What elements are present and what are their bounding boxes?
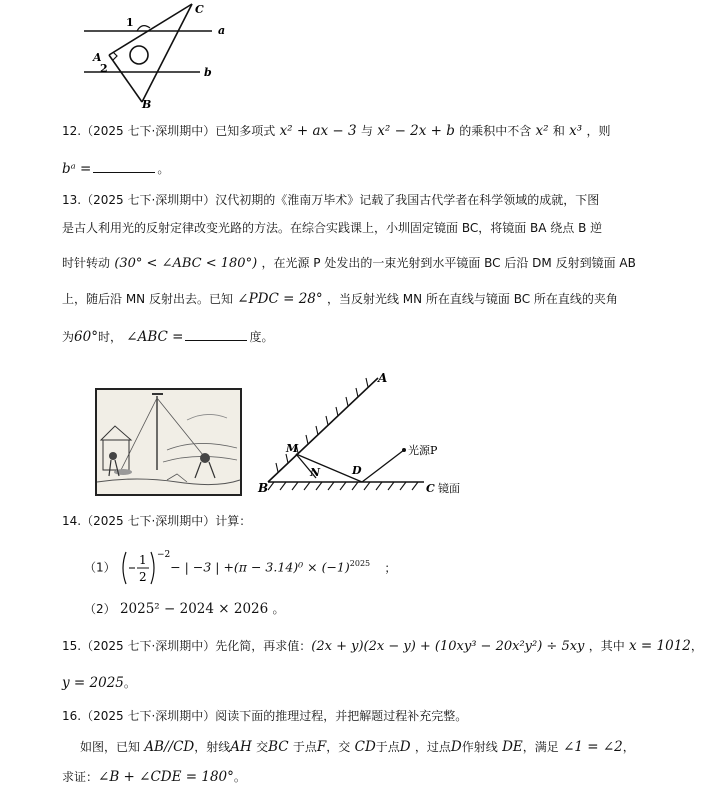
q15-line1: 15.（2025 七下·深圳期中）先化简，再求值：(2x + y)(2x − y) + (10xy³ − 20x²y²) ÷ 5xy ，其中 x = 1012， <box>62 638 703 654</box>
q16-line2: 如图，已知 AB//CD，射线AH 交BC 于点F，交 CD于点D ，过点D作射线 DE，满足 ∠1 = ∠2， <box>80 739 635 755</box>
ray-pd <box>362 450 404 482</box>
q16-title: 16.（2025 七下·深圳期中）阅读下面的推理过程，并把解题过程补充完整。 <box>62 709 468 723</box>
right-angle-mark <box>113 52 117 60</box>
label-N: N <box>310 466 321 479</box>
light-source-point <box>402 448 406 452</box>
label-2: 2 <box>100 62 108 75</box>
mirror-ba-hatch <box>276 378 368 472</box>
q16-line3: 求证：∠B + ∠CDE = 180°。 <box>62 769 246 785</box>
label-a-line: a <box>218 24 226 37</box>
mirror-bc-hatch <box>268 482 418 490</box>
label-B: B <box>142 98 152 111</box>
illustration-drawing <box>97 390 240 494</box>
q13-line2: 是古人利用光的反射定律改变光路的方法。在综合实践课上，小圳固定镜面 BC，将镜面 BA 绕点 B 逆 <box>62 221 603 235</box>
q15-line2: y = 2025。 <box>62 675 136 691</box>
mirror-reflection-figure <box>252 368 472 498</box>
triangle-side-ab <box>109 55 142 102</box>
label-D: D <box>352 464 362 477</box>
q12-answer: bᵃ = 。 <box>62 161 170 177</box>
q13-line1: 13.（2025 七下·深圳期中）汉代初期的《淮南万毕术》记载了我国古代学者在科学领域的成就，下图 <box>62 193 600 207</box>
label-1: 1 <box>126 16 134 29</box>
answer-blank <box>93 160 155 173</box>
label-A: A <box>93 51 102 64</box>
q14-title: 14.（2025 七下·深圳期中）计算： <box>62 514 252 528</box>
label-b-line: b <box>204 66 212 79</box>
label-mirror: 镜面 <box>438 482 460 495</box>
parallel-lines-figure <box>80 0 230 110</box>
q14-part2: （2） 2025² − 2024 × 2026 。 <box>84 601 285 617</box>
label-C: C <box>426 482 435 495</box>
label-A: A <box>378 371 388 385</box>
ancient-mirror-illustration <box>95 388 242 496</box>
q13-line5: 为60°时， ∠ABC = 度。 <box>62 329 274 345</box>
frac-numerator: 1 <box>138 553 147 567</box>
label-c: C <box>195 3 204 16</box>
answer-blank <box>185 328 247 341</box>
q13-line4: 上，随后沿 MN 反射出去。已知 ∠PDC = 28° ，当反射光线 MN 所在直线与镜面 BC 所在直线的夹角 <box>62 291 618 307</box>
label-M: M <box>286 442 299 455</box>
triangle-hole <box>130 46 148 64</box>
frac-denominator: 2 <box>138 570 147 584</box>
label-P: 光源P <box>408 444 438 457</box>
label-B: B <box>258 481 269 495</box>
q14-fraction <box>120 548 171 588</box>
q13-line3: 时针转动 (30° < ∠ABC < 180°) ，在光源 P 处发出的一束光射到水平镜面 BC 后沿 DM 反射到镜面 AB <box>62 256 636 271</box>
q14-part1: （1） 1 2 −2 − | −3 | $+(\pi - 3.14)^0 \times (-1)^{2025}$ ； <box>84 548 396 588</box>
q12-line1: 12.（2025 七下·深圳期中）已知多项式 x² + ax − 3 与 x² − 2x + b 的乘积中不含 x² 和 x³ ，则 <box>62 123 611 139</box>
svg-text:−2: −2 <box>156 550 171 560</box>
